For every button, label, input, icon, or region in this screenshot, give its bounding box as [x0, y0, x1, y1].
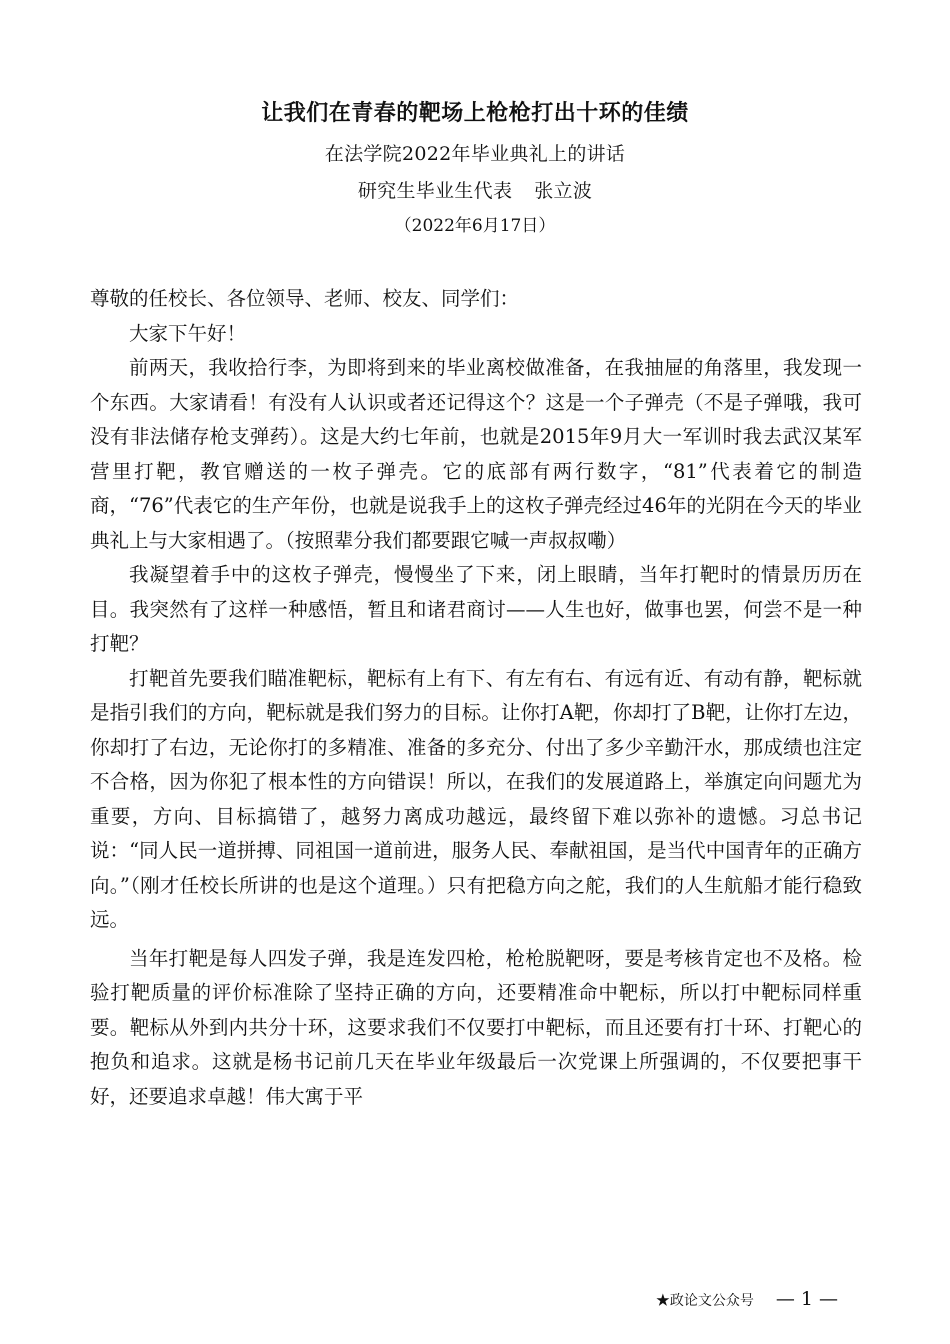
document-subtitle: 在法学院2022年毕业典礼上的讲话: [324, 143, 626, 165]
body-paragraph: 打靶首先要我们瞄准靶标，靶标有上有下、有左有右、有远有近、有动有静，靶标就是指引我们的方向，靶标就是我们努力的目标。让你打A靶，你却打了B靶，让你打左边，你却打了右边，无论你打的多精准、准备的多充分、付出了多少辛勤汗水，那成绩也注定不合格，因为你犯了根本性的方向错误！所以，在我们的发展道路上，举旗定向问题尤为重要，方向、目标搞错了，越努力离成功越远，最终留下难以弥补的遗憾。习总书记说：“同人民一道拼搏、同祖国一道前进，服务人民、奉献祖国，是当代中国青年的正确方向。”（刚才任校长所讲的也是这个道理。）只有把稳方向之舵，我们的人生航船才能行稳致远。: [90, 666, 862, 931]
document-date: （2022年6月17日）: [394, 216, 556, 236]
body-paragraph: 当年打靶是每人四发子弹，我是连发四枪，枪枪脱靶呀，要是考核肯定也不及格。检验打靶质量的评价标准除了坚持正确的方向，还要精准命中靶标，所以打中靶标同样重要。靶标从外到内共分十环，这要求我们不仅要打中靶标，而且还要有打十环、打靶心的抱负和追求。这就是杨书记前几天在毕业年级最后一次党课上所强调的，不仅要把事干好，还要追求卓越！伟大寓于平: [90, 946, 862, 1108]
page-footer: [0, 1288, 838, 1310]
author-name: 张立波: [534, 180, 593, 202]
footer-source: ★政论文公众号: [655, 1293, 754, 1309]
author-role: 研究生毕业生代表: [357, 180, 513, 202]
body-paragraph: 前两天，我收拾行李，为即将到来的毕业离校做准备，在我抽屉的角落里，我发现一个东西。大家请看！有没有人认识或者还记得这个？这是一个子弹壳（不是子弹哦，我可没有非法储存枪支弹药）。这是大约七年前，也就是2015年9月大一军训时我去武汉某军营里打靶，教官赠送的一枚子弹壳。它的底部有两行数字，“81”代表着它的制造商，“76”代表它的生产年份，也就是说我手上的这枚子弹壳经过46年的光阴在今天的毕业典礼上与大家相遇了。（按照辈分我们都要跟它喊一声叔叔嘞）: [90, 356, 862, 552]
body-paragraph: 我凝望着手中的这枚子弹壳，慢慢坐了下来，闭上眼睛，当年打靶时的情景历历在目。我突然有了这样一种感悟，暂且和诸君商讨——人生也好，做事也罢，何尝不是一种打靶？: [90, 563, 862, 655]
salutation-paragraph: 尊敬的任校长、各位领导、老师、校友、同学们：: [90, 287, 520, 310]
document-author-line: [0, 176, 950, 203]
document-body: [90, 282, 862, 1114]
document-title: 让我们在青春的靶场上枪枪打出十环的佳绩: [261, 100, 689, 126]
greeting-paragraph: 大家下午好！: [129, 321, 247, 345]
page-number: — 1 —: [775, 1288, 838, 1310]
